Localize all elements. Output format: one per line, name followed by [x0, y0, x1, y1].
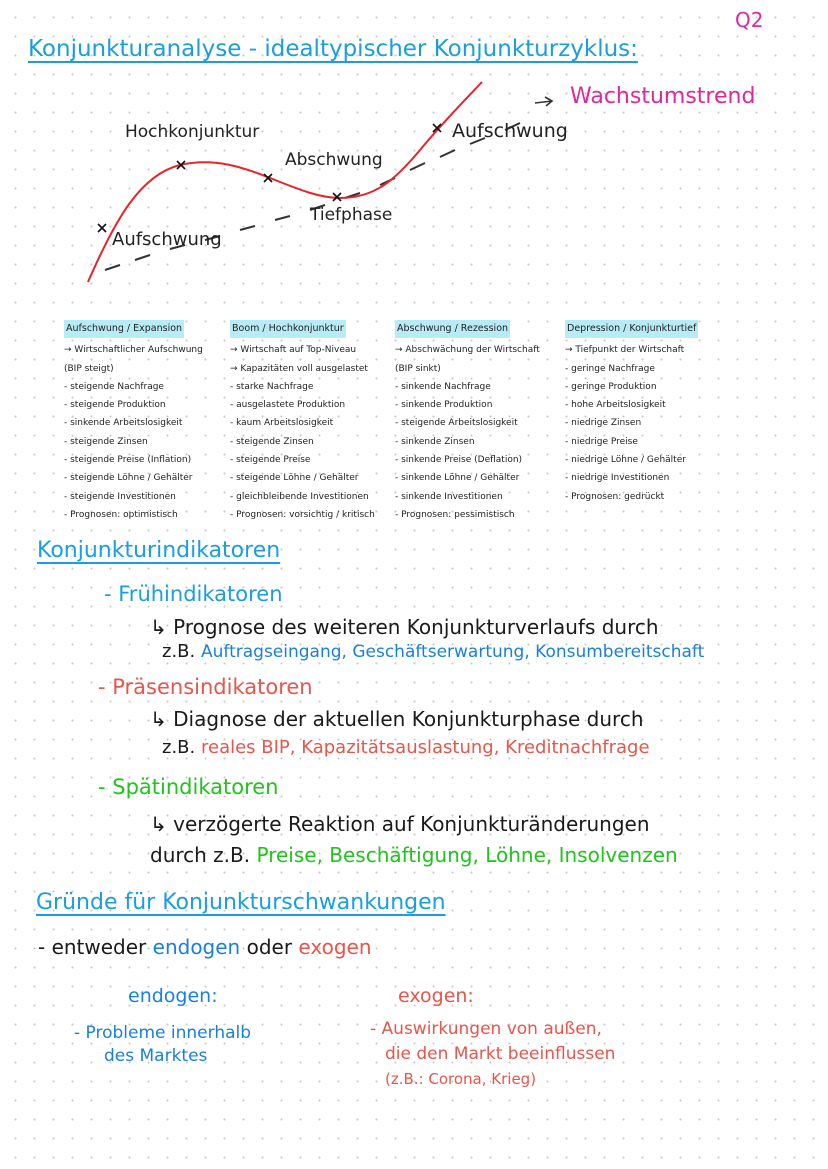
present-indicators-line2	[162, 737, 650, 758]
label-aufschwung-right: Aufschwung	[452, 120, 568, 142]
exogen-line1: - Auswirkungen von außen,	[370, 1019, 602, 1039]
label-tiefphase: Tiefphase	[310, 205, 393, 225]
late-indicators-label: - Spätindikatoren	[98, 775, 279, 799]
reasons-heading: Gründe für Konjunkturschwankungen	[36, 890, 446, 915]
phase-line: - sinkende Investitionen	[395, 491, 503, 502]
phase-line: - steigende Zinsen	[230, 436, 314, 447]
example-prefix: z.B.	[162, 737, 196, 758]
present-indicators-line1: ↳ Diagnose der aktuellen Konjunkturphase durch	[150, 707, 644, 731]
phase-line: - kaum Arbeitslosigkeit	[230, 418, 334, 429]
label-abschwung: Abschwung	[285, 150, 383, 170]
phase-line: - sinkende Preise (Deflation)	[395, 455, 523, 466]
business-cycle-diagram	[0, 0, 828, 300]
phase-line: - sinkende Löhne / Gehälter	[395, 473, 520, 484]
phase-line: - sinkende Zinsen	[395, 436, 475, 447]
phase-line: - sinkende Arbeitslosigkeit	[64, 418, 183, 429]
phase-line: - niedrige Preise	[565, 436, 638, 447]
phase-line: - ausgelastete Produktion	[230, 400, 346, 411]
oder-word: oder	[246, 935, 293, 959]
late-indicator-examples: Preise, Beschäftigung, Löhne, Insolvenzen	[256, 843, 678, 867]
phase-line: - steigende Investitionen	[64, 491, 176, 502]
phase-line: - steigende Zinsen	[64, 436, 148, 447]
exogen-label: exogen:	[398, 985, 474, 1007]
example-prefix: durch z.B.	[150, 843, 251, 867]
phase-line: → Abschwächung der Wirtschaft	[395, 345, 540, 356]
phase-heading: Depression / Konjunkturtief	[565, 320, 698, 338]
phase-line: - starke Nachfrage	[230, 381, 314, 392]
phase-line: → Tiefpunkt der Wirtschaft	[565, 345, 685, 356]
endogen-label: endogen:	[128, 985, 218, 1007]
phase-line: - sinkende Produktion	[395, 400, 493, 411]
phase-line: - geringe Nachfrage	[565, 363, 655, 374]
phase-line: (BIP steigt)	[64, 363, 114, 374]
phase-line: - Prognosen: optimistisch	[64, 509, 178, 520]
page-title: Konjunkturanalyse - idealtypischer Konjunkturzyklus:	[28, 36, 638, 62]
phase-line: - hohe Arbeitslosigkeit	[565, 400, 666, 411]
late-indicators-line1: ↳ verzögerte Reaktion auf Konjunkturänderungen	[150, 812, 650, 836]
early-indicators-label: - Frühindikatoren	[104, 582, 283, 606]
phase-line: - gleichbleibende Investitionen	[230, 491, 369, 502]
early-indicators-line2	[162, 641, 704, 662]
phase-line: - steigende Produktion	[64, 400, 166, 411]
reasons-line	[38, 935, 372, 959]
present-indicator-examples: reales BIP, Kapazitätsauslastung, Kreditnachfrage	[200, 737, 650, 758]
phase-line: - niedrige Zinsen	[565, 418, 642, 429]
phase-line: - niedrige Investitionen	[565, 473, 670, 484]
phase-column-1	[64, 320, 224, 524]
phase-column-2	[230, 320, 390, 524]
phase-line: - Prognosen: pessimistisch	[395, 509, 515, 520]
late-indicators-line2	[150, 843, 678, 867]
phase-heading: Boom / Hochkonjunktur	[230, 320, 346, 338]
phase-line: → Wirtschaft auf Top-Niveau	[230, 345, 357, 356]
phase-line: - steigende Löhne / Gehälter	[64, 473, 193, 484]
exogen-line2: die den Markt beeinflussen	[385, 1044, 616, 1064]
exogen-word: exogen	[298, 935, 372, 959]
early-indicators-line1: ↳ Prognose des weiteren Konjunkturverlaufs durch	[150, 615, 659, 639]
phase-column-4	[565, 320, 725, 506]
phase-column-3	[395, 320, 555, 524]
phase-heading: Aufschwung / Expansion	[64, 320, 184, 338]
phase-line: - steigende Preise (Inflation)	[64, 455, 192, 466]
phase-line: - steigende Löhne / Gehälter	[230, 473, 359, 484]
phase-line: - niedrige Löhne / Gehälter	[565, 455, 686, 466]
trend-arrow	[535, 97, 552, 106]
phase-line: → Kapazitäten voll ausgelastet	[230, 363, 368, 374]
phase-line: → Wirtschaftlicher Aufschwung	[64, 345, 203, 356]
label-hochkonjunktur: Hochkonjunktur	[125, 122, 260, 142]
phase-line: - steigende Nachfrage	[64, 381, 164, 392]
phase-heading: Abschwung / Rezession	[395, 320, 510, 338]
reasons-prefix: - entweder	[38, 935, 147, 959]
early-indicator-examples: Auftragseingang, Geschäftserwartung, Konsumbereitschaft	[200, 642, 705, 662]
phase-line: - sinkende Nachfrage	[395, 381, 491, 392]
exogen-line3: (z.B.: Corona, Krieg)	[385, 1070, 537, 1088]
cycle-curve	[88, 82, 482, 282]
page-label: Q2	[735, 8, 764, 32]
phase-line: - steigende Arbeitslosigkeit	[395, 418, 518, 429]
label-aufschwung-left: Aufschwung	[112, 229, 222, 250]
phase-line: - Prognosen: vorsichtig / kritisch	[230, 509, 375, 520]
endogen-line1: - Probleme innerhalb	[74, 1023, 252, 1043]
phase-line: - steigende Preise	[230, 455, 311, 466]
phase-line: (BIP sinkt)	[395, 363, 441, 374]
example-prefix: z.B.	[162, 641, 196, 662]
endogen-word: endogen	[152, 935, 241, 959]
phase-line: - Prognosen: gedrückt	[565, 491, 665, 502]
present-indicators-label: - Präsensindikatoren	[98, 675, 313, 699]
trend-label: Wachstumstrend	[570, 84, 756, 109]
endogen-line2: des Marktes	[104, 1046, 208, 1066]
indicators-heading: Konjunkturindikatoren	[37, 538, 281, 563]
phase-line: - geringe Produktion	[565, 381, 657, 392]
